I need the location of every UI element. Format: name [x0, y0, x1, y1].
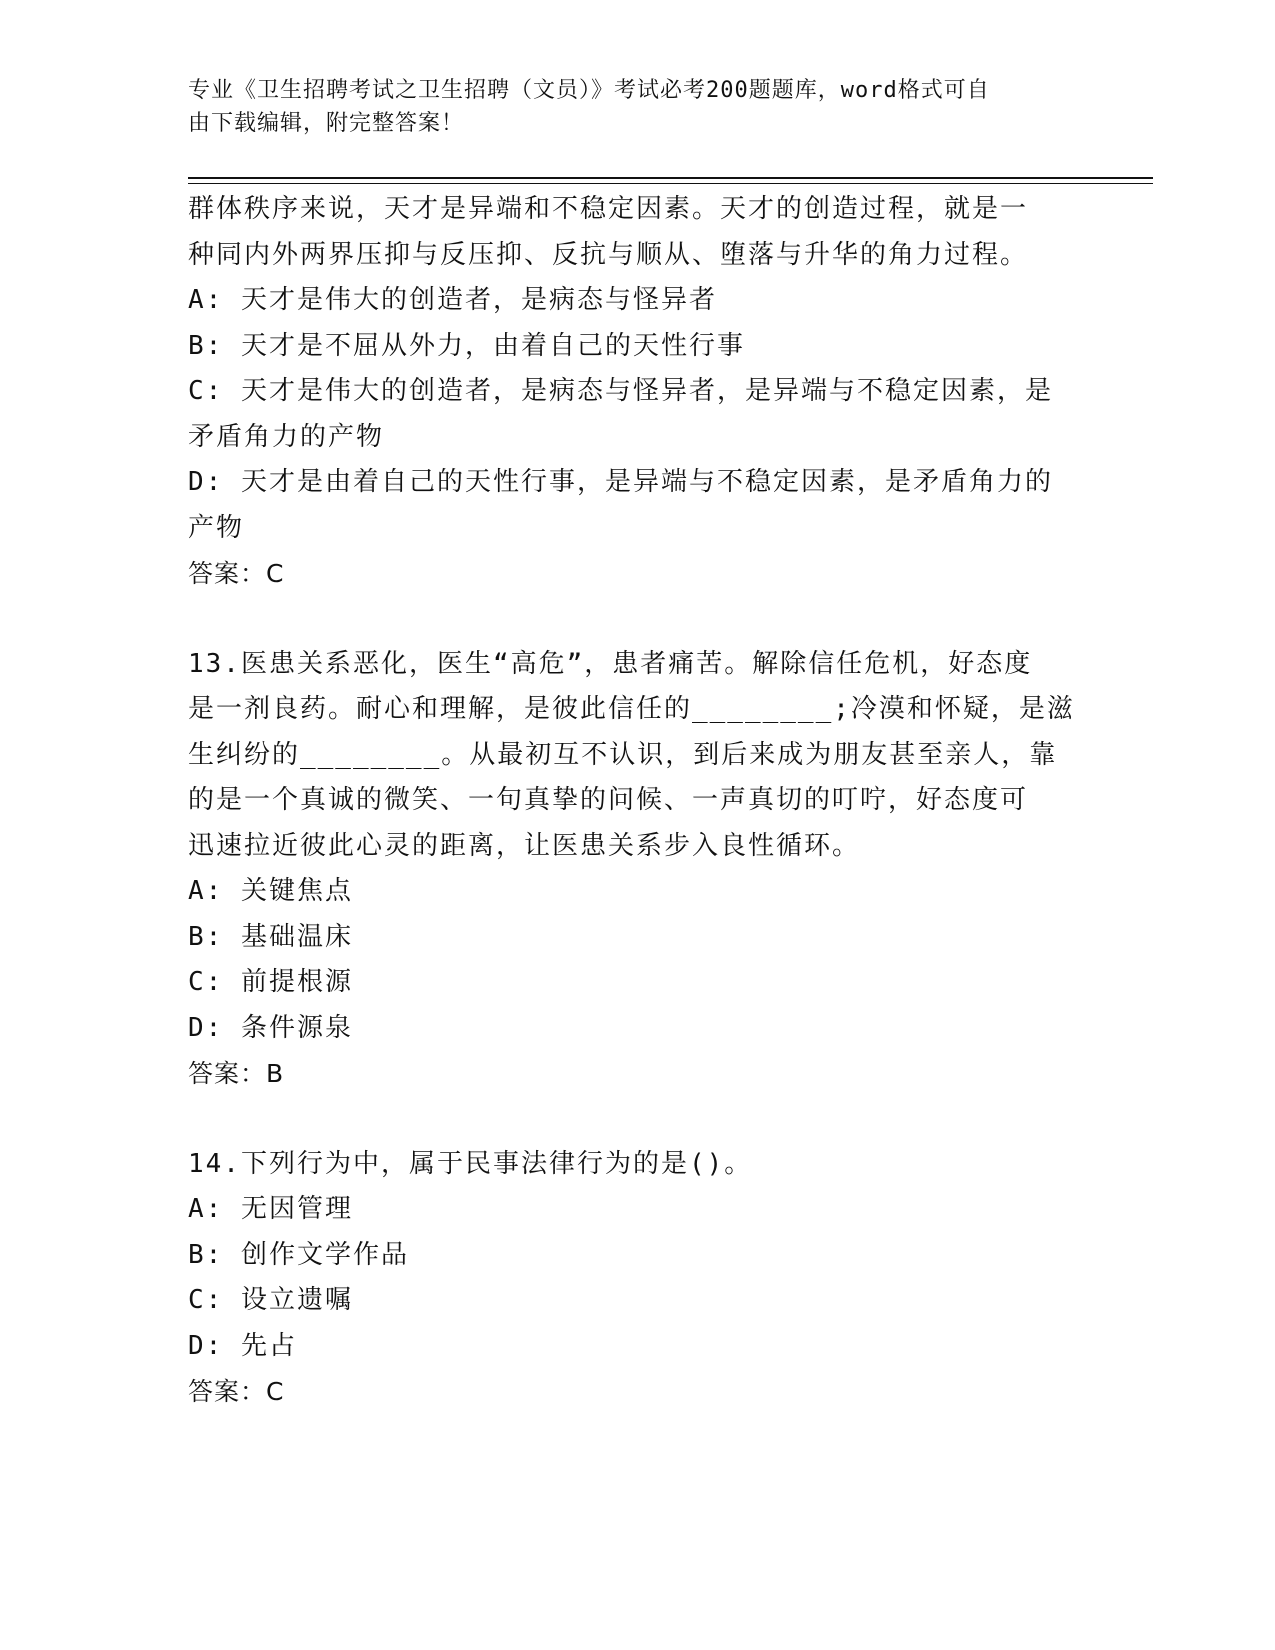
option-b: B: 天才是不屈从外力，由着自己的天性行事	[188, 330, 745, 361]
option-a: A: 无因管理	[188, 1194, 353, 1224]
question-stem-line: 14.下列行为中，属于民事法律行为的是()。	[188, 1148, 753, 1179]
page-header	[188, 74, 1068, 140]
question-stem-line: 的是一个真诚的微笑、一句真挚的问候、一声真切的叮咛，好态度可	[188, 785, 1029, 815]
option-a: A: 关键焦点	[188, 876, 353, 906]
option-d-continued: 产物	[188, 512, 245, 543]
option-d: D: 条件源泉	[188, 1012, 353, 1043]
option-a: A: 天才是伟大的创造者，是病态与怪异者	[188, 285, 717, 315]
question-stem-line: 种同内外两界压抑与反压抑、反抗与顺从、堕落与升华的角力过程。	[188, 239, 1029, 270]
question-13	[188, 642, 1088, 1097]
question-stem-line: 13.医患关系恶化，医生“高危”，患者痛苦。解除信任危机，好态度	[188, 648, 1033, 679]
header-line: 专业《卫生招聘考试之卫生招聘（文员）》考试必考200题题库，word格式可自	[188, 78, 990, 103]
answer-label: 答案：B	[188, 1059, 285, 1088]
option-b: B: 基础温床	[188, 921, 353, 952]
option-c: C: 设立遗嘱	[188, 1285, 353, 1315]
header-line: 由下载编辑，附完整答案！	[188, 111, 465, 136]
answer-label: 答案：C	[188, 1377, 285, 1406]
option-d: D: 先占	[188, 1330, 297, 1361]
option-b: B: 创作文学作品	[188, 1239, 409, 1270]
header-divider-thin	[188, 183, 1153, 184]
option-d: D: 天才是由着自己的天性行事，是异端与不稳定因素，是矛盾角力的	[188, 467, 1053, 497]
answer-label: 答案：C	[188, 559, 285, 588]
question-stem-line: 生纠纷的________。从最初互不认识，到后来成为朋友甚至亲人，靠	[188, 739, 1058, 770]
question-stem-line: 是一剂良药。耐心和理解，是彼此信任的________;冷漠和怀疑，是滋	[188, 694, 1075, 724]
document-body	[188, 187, 1088, 1415]
question-stem-line: 迅速拉近彼此心灵的距离，让医患关系步入良性循环。	[188, 830, 861, 861]
header-divider	[188, 177, 1153, 179]
question-12-continuation	[188, 187, 1088, 597]
question-stem-line: 群体秩序来说，天才是异端和不稳定因素。天才的创造过程，就是一	[188, 194, 1029, 224]
option-c-continued: 矛盾角力的产物	[188, 421, 385, 452]
question-14	[188, 1142, 1088, 1415]
option-c: C: 前提根源	[188, 967, 353, 997]
option-c: C: 天才是伟大的创造者，是病态与怪异者，是异端与不稳定因素，是	[188, 376, 1053, 406]
